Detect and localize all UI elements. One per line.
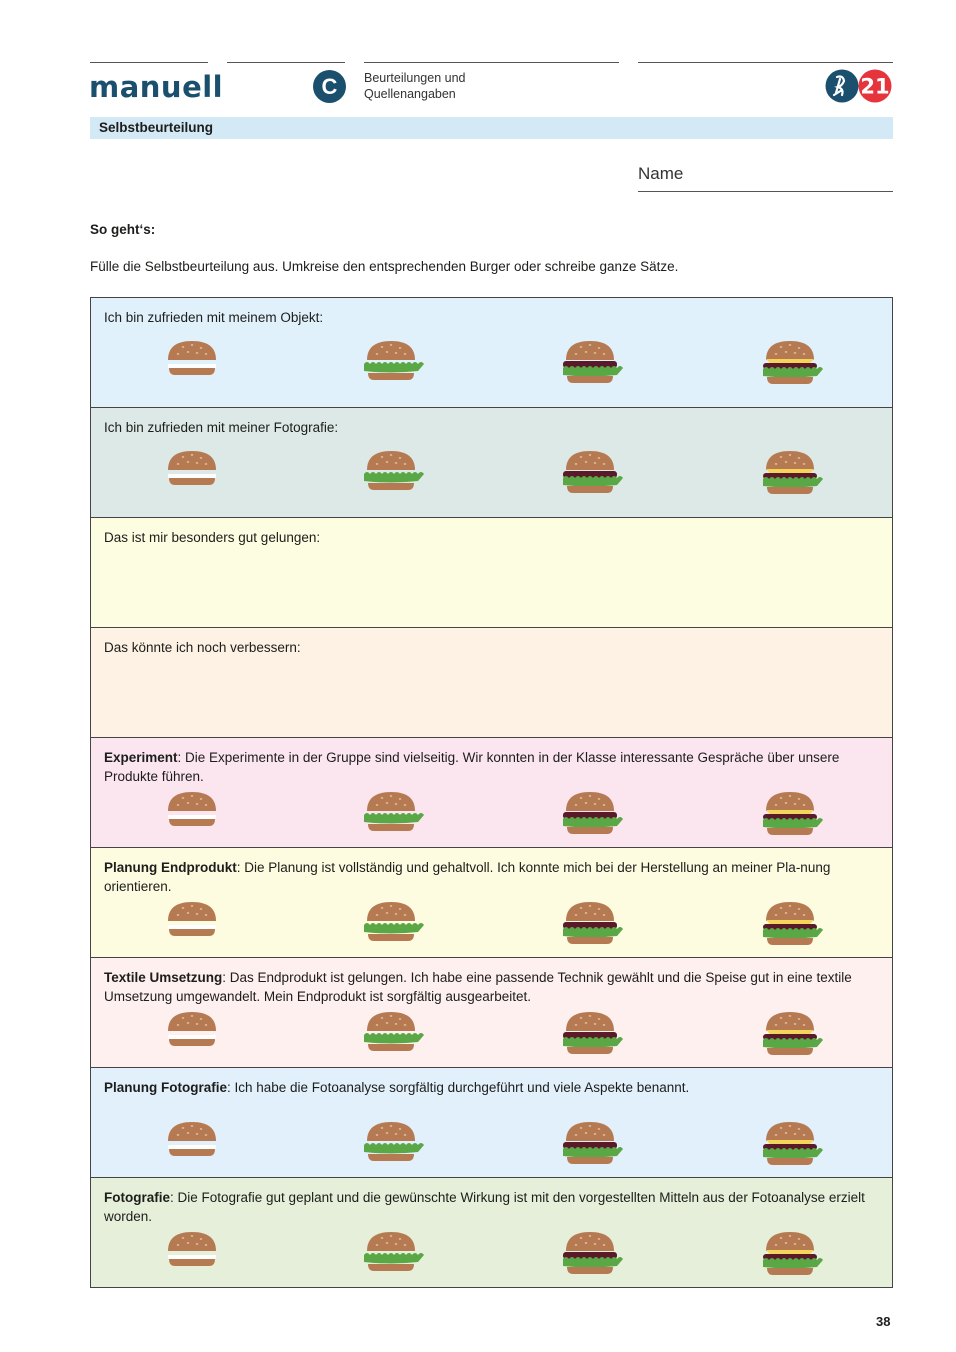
burger-cheese-icon[interactable] <box>757 447 823 499</box>
row-text <box>104 1079 884 1098</box>
assessment-row <box>91 1178 892 1287</box>
burger-plain-icon[interactable] <box>159 1008 225 1060</box>
howto-heading: So geht‘s: <box>90 222 156 237</box>
assessment-row[interactable] <box>91 628 892 738</box>
assessment-row <box>91 848 892 958</box>
row-description: Ich bin zufrieden mit meiner Fotografie: <box>104 420 339 435</box>
row-description: : Die Experimente in der Gruppe sind vielseitig. Wir konnten in der Klasse interessante Gespräche über unsere Produkte führen. <box>104 750 840 784</box>
row-heading: Planung Endprodukt <box>104 860 237 875</box>
burger-lettuce-icon[interactable] <box>358 1228 424 1280</box>
burger-plain-icon[interactable] <box>159 447 225 499</box>
burger-lettuce-icon[interactable] <box>358 898 424 950</box>
row-text <box>104 529 884 548</box>
row-text <box>104 749 884 786</box>
row-text <box>104 1189 884 1226</box>
header-rule-4 <box>638 62 893 63</box>
row-description: Das könnte ich noch verbessern: <box>104 640 301 655</box>
row-description: : Das Endprodukt ist gelungen. Ich habe eine passende Technik gewählt und die Speise gut in eine textile Umsetzung umgewandelt. Mein Endprodukt ist sorgfältig ausgearbeitet. <box>104 970 852 1004</box>
burger-cheese-icon[interactable] <box>757 1008 823 1060</box>
burger-rating <box>91 1118 892 1170</box>
chapter-badge: C <box>313 70 346 103</box>
assessment-row <box>91 298 892 408</box>
burger-rating <box>91 1008 892 1060</box>
series-logo <box>825 69 895 103</box>
header-rule-2 <box>227 62 345 63</box>
row-description: : Die Planung ist vollständig und gehaltvoll. Ich konnte mich bei der Herstellung an meiner Pla-nung orientieren. <box>104 860 831 894</box>
header-rule-1 <box>90 62 208 63</box>
section-title: Selbstbeurteilung <box>99 120 214 135</box>
burger-cheese-icon[interactable] <box>757 898 823 950</box>
brand-logo: manuell <box>89 70 224 104</box>
burger-rating <box>91 788 892 840</box>
burger-plain-icon[interactable] <box>159 337 225 389</box>
burger-lettuce-icon[interactable] <box>358 447 424 499</box>
burger-cheese-icon[interactable] <box>757 1118 823 1170</box>
burger-lettuce-icon[interactable] <box>358 1008 424 1060</box>
chapter-subtitle: Beurteilungen und Quellenangaben <box>364 71 466 101</box>
row-heading: Fotografie <box>104 1190 170 1205</box>
row-text <box>104 309 884 328</box>
burger-cheese-icon[interactable] <box>757 788 823 840</box>
assessment-row <box>91 958 892 1068</box>
burger-patty-icon[interactable] <box>557 1008 623 1060</box>
burger-plain-icon[interactable] <box>159 1228 225 1280</box>
row-heading: Planung Fotografie <box>104 1080 227 1095</box>
instruction-text: Fülle die Selbstbeurteilung aus. Umkreise den entsprechenden Burger oder schreibe ganze Sätze. <box>90 259 679 274</box>
burger-lettuce-icon[interactable] <box>358 337 424 389</box>
burger-rating <box>91 447 892 499</box>
burger-patty-icon[interactable] <box>557 788 623 840</box>
row-description: : Die Fotografie gut geplant und die gewünschte Wirkung ist mit den vorgestellten Mitteln aus der Fotoanalyse erzielt worden. <box>104 1190 865 1224</box>
burger-plain-icon[interactable] <box>159 1118 225 1170</box>
logo-number: 21 <box>860 74 890 99</box>
header-rule-3 <box>364 62 619 63</box>
assessment-table <box>90 297 893 1288</box>
burger-patty-icon[interactable] <box>557 337 623 389</box>
row-description: Ich bin zufrieden mit meinem Objekt: <box>104 310 324 325</box>
burger-plain-icon[interactable] <box>159 788 225 840</box>
assessment-row[interactable] <box>91 518 892 628</box>
burger-lettuce-icon[interactable] <box>358 1118 424 1170</box>
burger-rating <box>91 337 892 389</box>
burger-cheese-icon[interactable] <box>757 1228 823 1280</box>
section-bar <box>90 117 893 139</box>
row-heading: Textile Umsetzung <box>104 970 223 985</box>
row-text <box>104 969 884 1006</box>
burger-rating <box>91 898 892 950</box>
row-description: Das ist mir besonders gut gelungen: <box>104 530 321 545</box>
row-text <box>104 639 884 658</box>
assessment-row <box>91 738 892 848</box>
row-description: : Ich habe die Fotoanalyse sorgfältig durchgeführt und viele Aspekte benannt. <box>227 1080 690 1095</box>
burger-patty-icon[interactable] <box>557 1118 623 1170</box>
burger-patty-icon[interactable] <box>557 447 623 499</box>
burger-lettuce-icon[interactable] <box>358 788 424 840</box>
page-number: 38 <box>876 1314 891 1329</box>
name-label: Name <box>638 164 684 183</box>
row-heading: Experiment <box>104 750 178 765</box>
assessment-row <box>91 408 892 518</box>
burger-cheese-icon[interactable] <box>757 337 823 389</box>
burger-patty-icon[interactable] <box>557 898 623 950</box>
name-field[interactable] <box>638 191 893 192</box>
burger-patty-icon[interactable] <box>557 1228 623 1280</box>
burger-rating <box>91 1228 892 1280</box>
row-text <box>104 859 884 896</box>
burger-plain-icon[interactable] <box>159 898 225 950</box>
assessment-row <box>91 1068 892 1178</box>
row-text <box>104 419 884 438</box>
